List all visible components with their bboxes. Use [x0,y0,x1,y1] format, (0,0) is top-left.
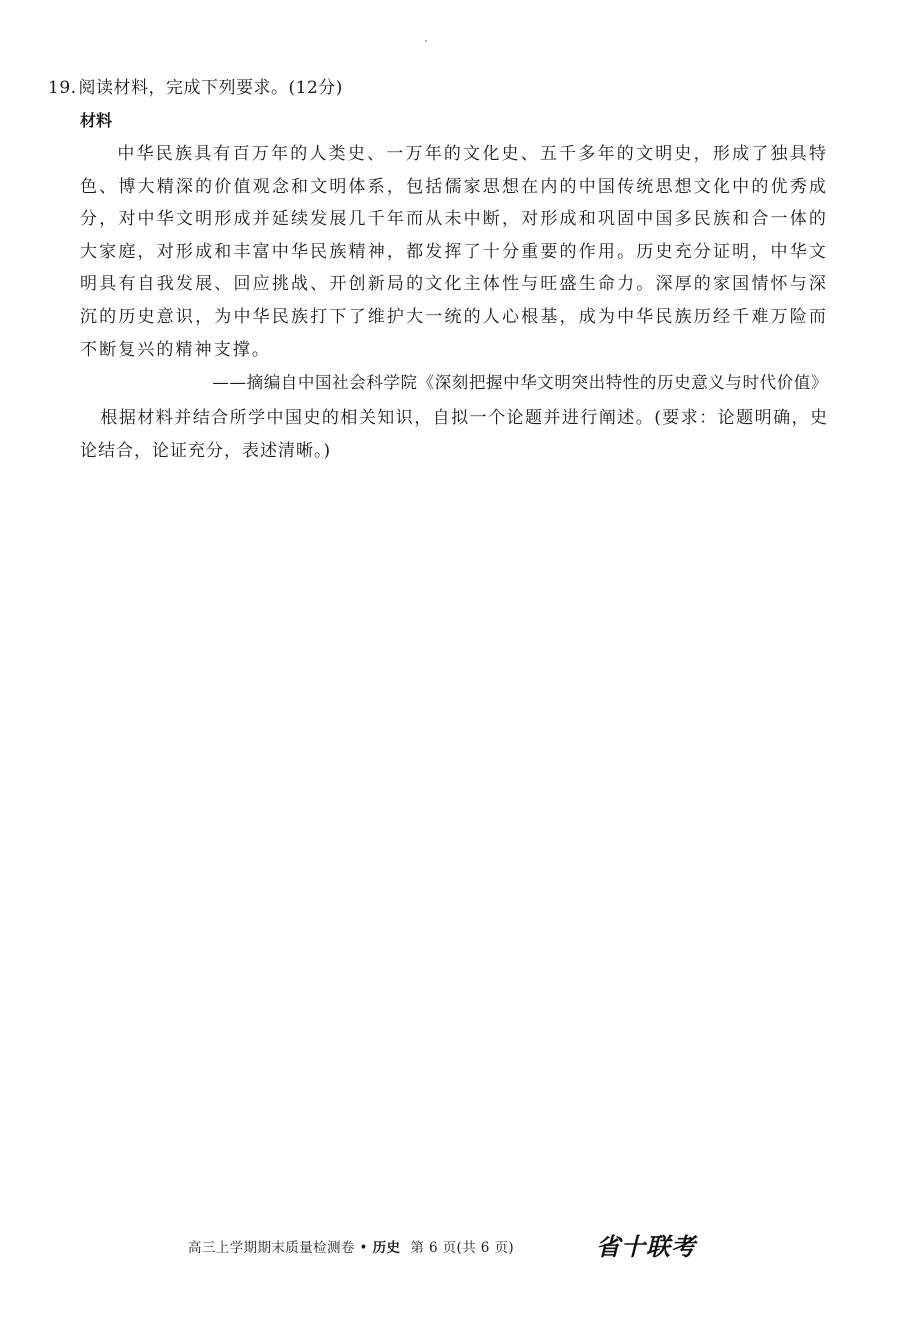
question-number: 19. [48,78,77,98]
footer-separator: • [354,1240,373,1256]
footer-logo: 省十联考 [596,1232,696,1261]
page-footer [0,1232,900,1262]
scan-speck [425,40,427,42]
material-label: 材料 [80,111,113,130]
footer-page-number: 第 6 页(共 6 页) [410,1240,515,1256]
question-header [48,74,343,102]
footer-subject: 历史 [372,1240,401,1256]
footer-exam-title: 高三上学期期末质量检测卷 [188,1240,355,1256]
material-source: ——摘编自中国社会科学院《深刻把握中华文明突出特性的历史意义与时代价值》 [212,373,828,392]
material-passage: 中华民族具有百万年的人类史、一万年的文化史、五千多年的文明史，形成了独具特色、博大精深的价值观念和文明体系，包括儒家思想在内的中国传统思想文化中的优秀成分，对中华文明形成并延续发展几千年而从未中断，对形成和巩固中国多民族和合一体的大家庭，对形成和丰富中华民族精神，都发挥了十分重要的作用。历史充分证明，中华文明具有自我发展、回应挑战、开创新局的文化主体性与旺盛生命力。深厚的家国情怀与深沉的历史意识，为中华民族打下了维护大一统的人心根基，成为中华民族历经千难万险而不断复兴的精神支撑。 [80,144,828,360]
footer-info [188,1240,514,1256]
question-prompt: 阅读材料，完成下列要求。(12分) [78,78,343,98]
task-instruction: 根据材料并结合所学中国史的相关知识，自拟一个论题并进行阐述。(要求：论题明确，史论结合，论证充分，表述清晰。) [80,408,828,461]
